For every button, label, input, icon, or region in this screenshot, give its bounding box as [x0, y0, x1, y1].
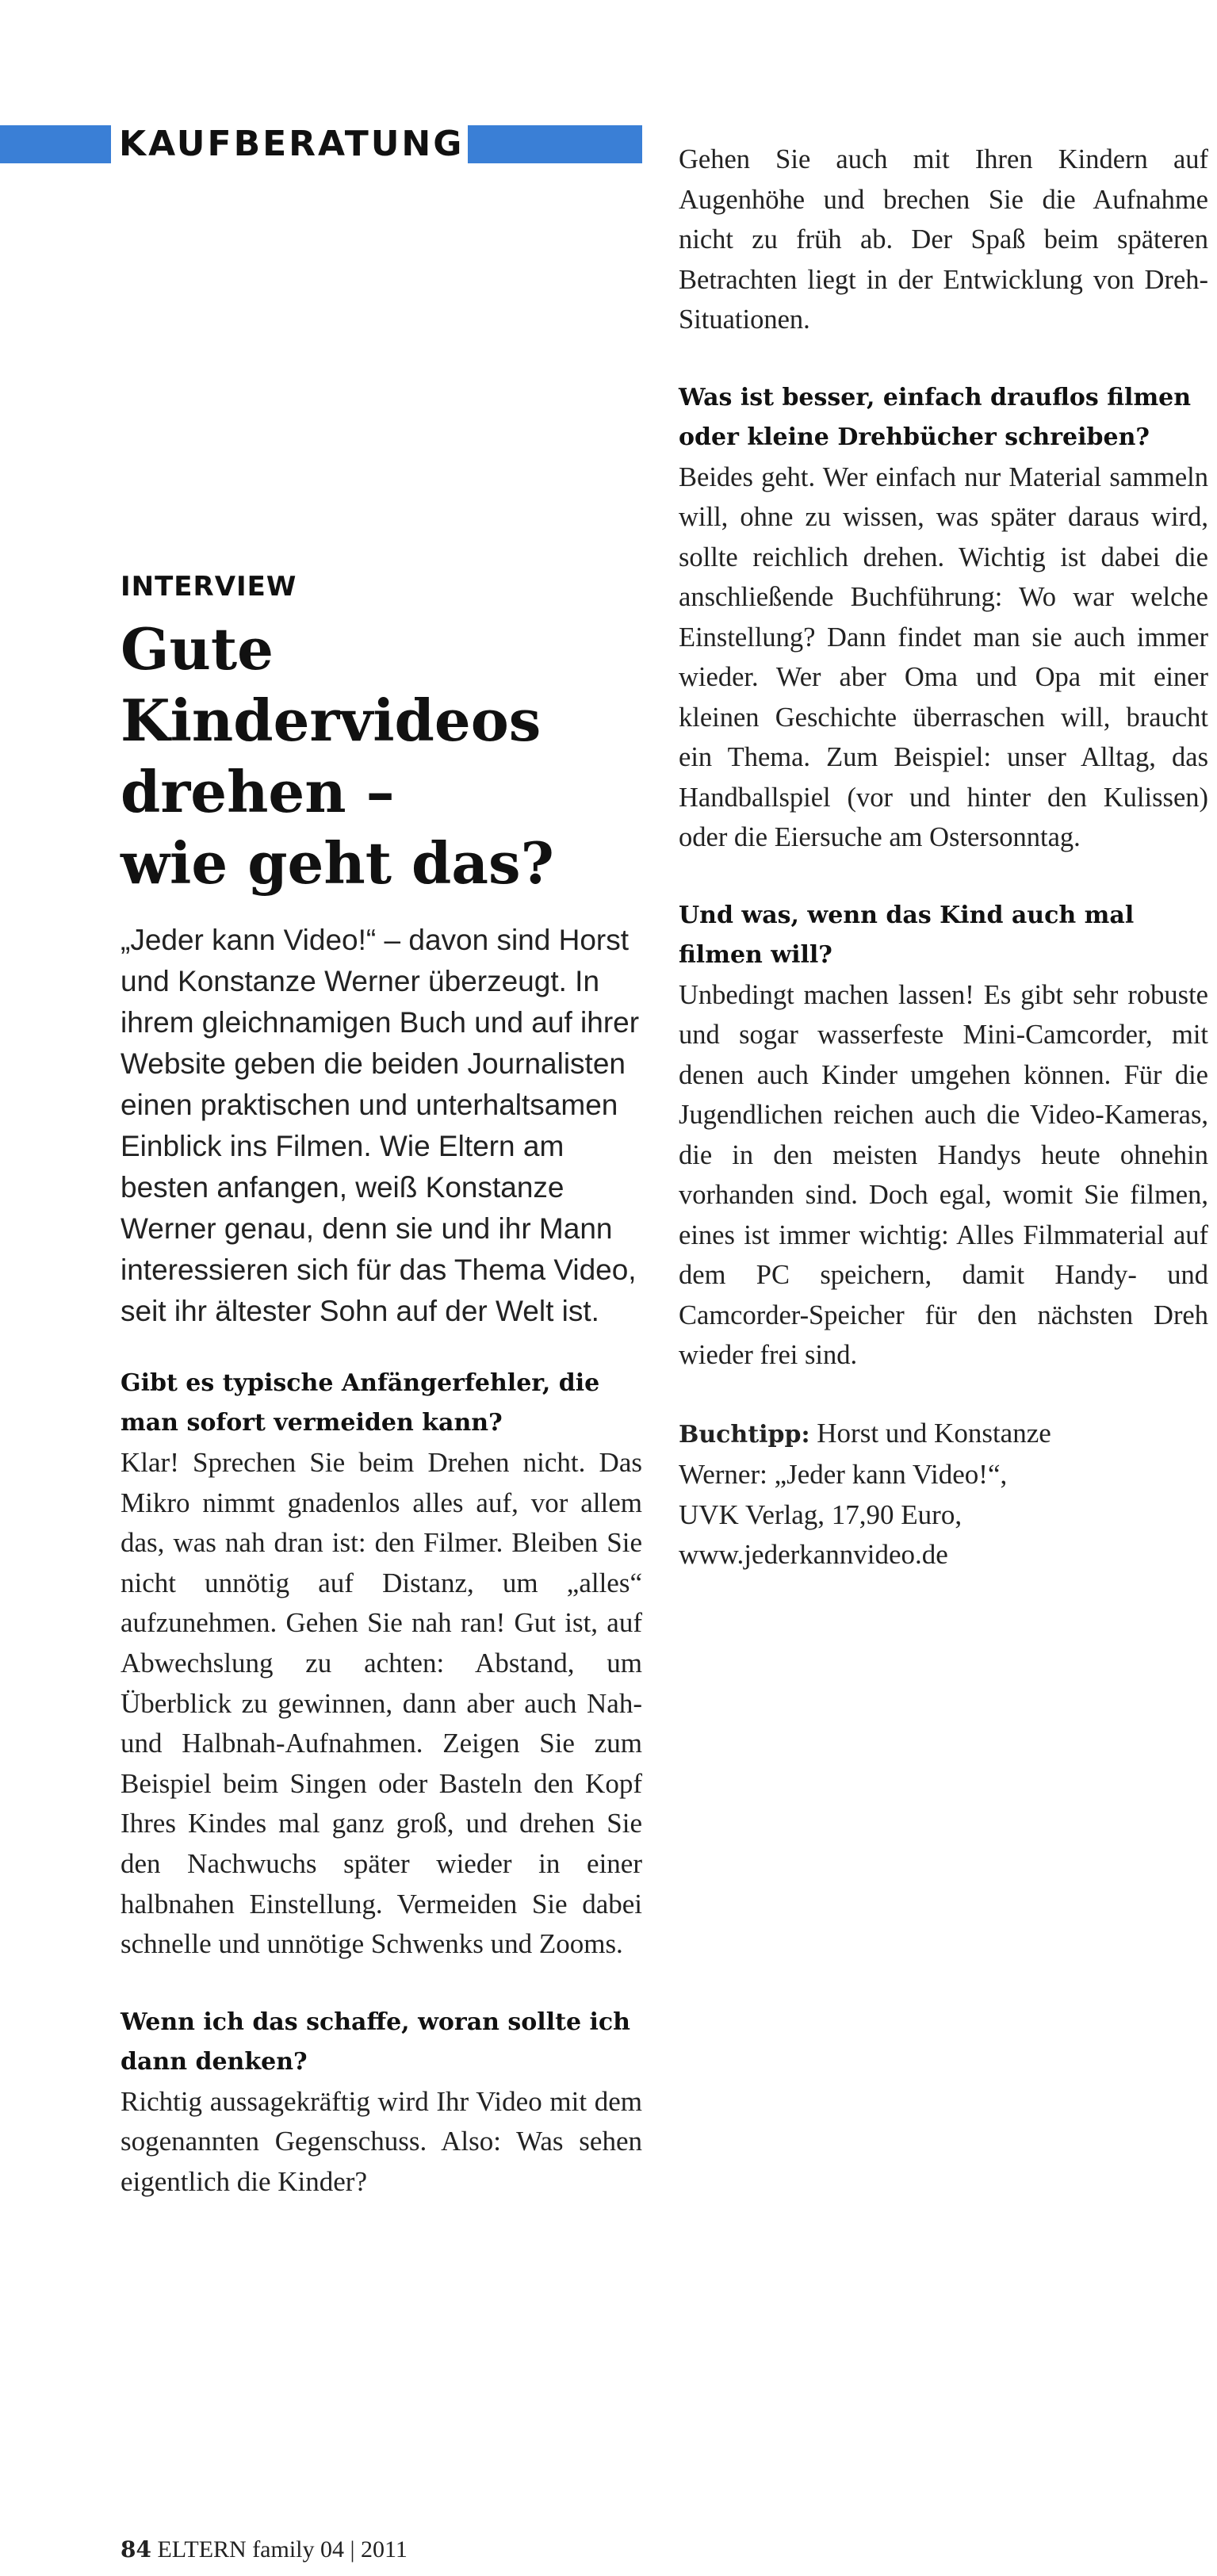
page-number: 84	[121, 2536, 151, 2563]
headline	[121, 614, 642, 899]
section-bar-left-fill	[0, 125, 111, 163]
issue-info: ELTERN family 04 | 2011	[157, 2536, 408, 2563]
book-tip-text: UVK Verlag, 17,90 Euro,	[679, 1499, 963, 1530]
headline-line: wie geht das?	[121, 829, 554, 897]
headline-line: Gute	[121, 615, 274, 683]
page-footer	[121, 2534, 408, 2566]
interview-answer: Unbedingt machen lassen! Es gibt sehr robuste und sogar wasserfeste Mini-Camcorder, mit denen auch Kinder umgehen können. Für die Jugendlichen reichen auch die Video-Kameras, die in den meisten Handys heute ohnehin vorhanden sind. Doch egal, womit Sie filmen, eines ist immer wichtig: Alles Filmmaterial auf dem PC speichern, damit Handy- und Camcorder-Speicher für den nächsten Dreh wieder frei sind.	[679, 979, 1208, 1370]
right-column	[679, 140, 1208, 1575]
interview-question: Was ist besser, einfach drauflos filmen oder kleine Drehbücher schreiben?	[679, 383, 1192, 451]
book-tip-label: Buchtipp:	[679, 1420, 810, 1449]
book-tip-text: Horst und Konstanze	[817, 1417, 1051, 1449]
book-tip	[679, 1414, 1208, 1575]
book-tip-text: Werner: „Jeder kann Video!“,	[679, 1459, 1008, 1491]
interview-answer: Klar! Sprechen Sie beim Drehen nicht. Das Mikro nimmt gnadenlos alles auf, vor allem das, was nah dran ist: den Filmer. Bleiben Sie nicht unnötig auf Distanz, um „alles“ aufzunehmen. Gehen Sie nah ran! Gut ist, auf Abwechslung zu achten: Abstand, um Überblick zu gewinnen, dann aber auch Nah- und Halbnah-Aufnahmen. Zeigen Sie zum Beispiel beim Singen oder Basteln den Kopf Ihres Kindes mal ganz groß, und drehen Sie den Nachwuchs später wieder in einer halbnahen Einstellung. Vermeiden Sie dabei schnelle und unnötige Schwenks und Zooms.	[121, 1447, 642, 1960]
section-bar-right-fill	[468, 125, 642, 163]
kicker: INTERVIEW	[121, 571, 297, 603]
headline-line: drehen –	[121, 758, 395, 825]
book-tip-url[interactable]: www.jederkannvideo.de	[679, 1539, 948, 1571]
answer-continuation: Gehen Sie auch mit Ihren Kindern auf Augenhöhe und brechen Sie die Aufnahme nicht zu früh ab. Der Spaß beim späteren Betrachten liegt in der Entwicklung von Dreh-Situationen.	[679, 144, 1208, 335]
interview-question: Und was, wenn das Kind auch mal filmen will?	[679, 901, 1135, 969]
intro-paragraph: „Jeder kann Video!“ – davon sind Horst und Konstanze Werner überzeugt. In ihrem gleichnamigen Buch und auf ihrer Website geben die beiden Journalisten einen praktischen und unterhaltsamen Einblick ins Filmen. Wie Eltern am besten anfangen, weiß Konstanze Werner genau, denn sie und ihr Mann interessieren sich für das Thema Video, seit ihr ältester Sohn auf der Welt ist.	[121, 924, 640, 1327]
interview-answer: Richtig aussagekräftig wird Ihr Video mit dem sogenannten Gegenschuss. Also: Was sehen eigentlich die Kinder?	[121, 2085, 642, 2197]
section-label: KAUFBERATUNG	[119, 124, 465, 164]
interview-question: Wenn ich das schaffe, woran sollte ich dann denken?	[121, 2008, 630, 2076]
section-header-bar	[0, 125, 642, 163]
left-column	[121, 571, 642, 2241]
interview-answer: Beides geht. Wer einfach nur Material sammeln will, ohne zu wissen, was später daraus wird, sollte reichlich drehen. Wichtig ist dabei die anschließende Buchführung: Wo war welche Einstellung? Dann findet man sie auch immer wieder. Wer aber Oma und Opa mit einer kleinen Geschichte überraschen will, braucht ein Thema. Zum Beispiel: unser Alltag, das Handballspiel (vor und hinter den Kulissen) oder die Eiersuche am Ostersonntag.	[679, 461, 1208, 852]
headline-line: Kindervideos	[121, 687, 542, 754]
interview-question: Gibt es typische Anfängerfehler, die man sofort vermeiden kann?	[121, 1369, 600, 1437]
